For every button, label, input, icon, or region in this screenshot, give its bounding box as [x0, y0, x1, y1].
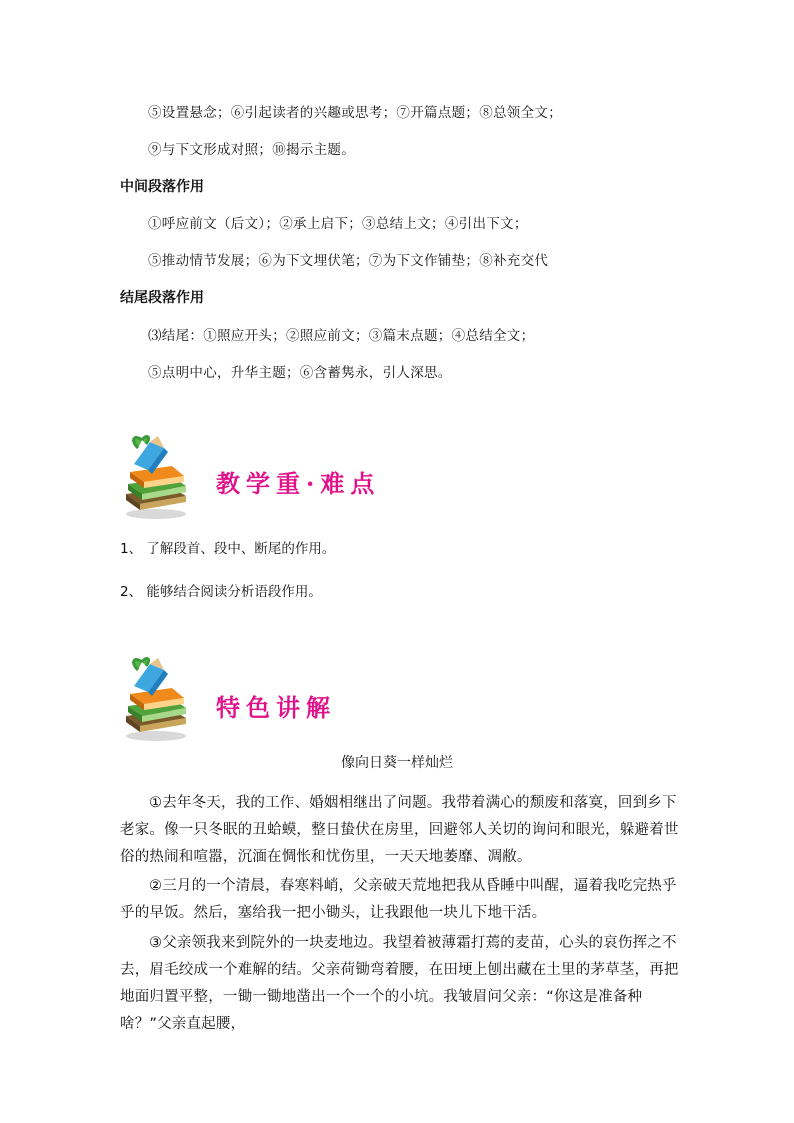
- paragraph-1-text: ①去年冬天，我的工作、婚姻相继出了问题。我带着满心的颓废和落寞，回到乡下老家。像一只冬眠的丑蛤蟆，整日蛰伏在房里，回避邻人关切的询问和眼光，躲避着世俗的热闹和喧嚣，沉湎在惆怅和忧伤里，一天天地萎靡、凋敝。: [120, 795, 679, 865]
- paragraph-3: [120, 930, 680, 1038]
- books-pencil-icon: [120, 434, 192, 520]
- section1-title: 教学重·难点: [216, 469, 381, 498]
- article-title: 像向日葵一样灿烂: [341, 755, 453, 771]
- intro-line-2: ⑨与下文形成对照；⑩揭示主题。: [148, 142, 355, 158]
- paragraph-2-text: ②三月的一个清晨，春寒料峭，父亲破天荒地把我从昏睡中叫醒，逼着我吃完热乎乎的早饭。然后，塞给我一把小锄头，让我跟他一块儿下地干活。: [120, 878, 677, 921]
- ending-line-1: ⑶结尾：①照应开头；②照应前文；③篇末点题；④总结全文；: [148, 328, 535, 344]
- intro-line-1: ⑤设置悬念；⑥引起读者的兴趣或思考；⑦开篇点题；⑧总领全文；: [148, 105, 562, 121]
- books-pencil-icon: [120, 656, 192, 742]
- middle-line-2: ⑤推动情节发展；⑥为下文埋伏笔；⑦为下文作铺垫；⑧补充交代: [148, 253, 549, 269]
- section2-title: 特色讲解: [216, 693, 336, 722]
- middle-heading: 中间段落作用: [120, 179, 204, 195]
- middle-line-1: ①呼应前文（后文）；②承上启下；③总结上文；④引出下文；: [148, 216, 528, 232]
- ending-line-2: ⑤点明中心，升华主题；⑥含蓄隽永，引人深思。: [148, 365, 452, 381]
- list-item: 1、 了解段首、段中、断尾的作用。: [120, 541, 336, 557]
- paragraph-2: [120, 873, 680, 927]
- list-item: 2、 能够结合阅读分析语段作用。: [120, 584, 322, 600]
- ending-heading: 结尾段落作用: [120, 290, 204, 306]
- paragraph-1: [120, 790, 680, 871]
- paragraph-3-text: ③父亲领我来到院外的一块麦地边。我望着被薄霜打蔫的麦苗，心头的哀伤挥之不去，眉毛绞成一个难解的结。父亲荷锄弯着腰，在田埂上刨出藏在土里的茅草茎，再把地面归置平整，一锄一锄地凿出一个一个的小坑。我皱眉问父亲：“你这是准备种啥？”父亲直起腰，: [120, 935, 679, 1032]
